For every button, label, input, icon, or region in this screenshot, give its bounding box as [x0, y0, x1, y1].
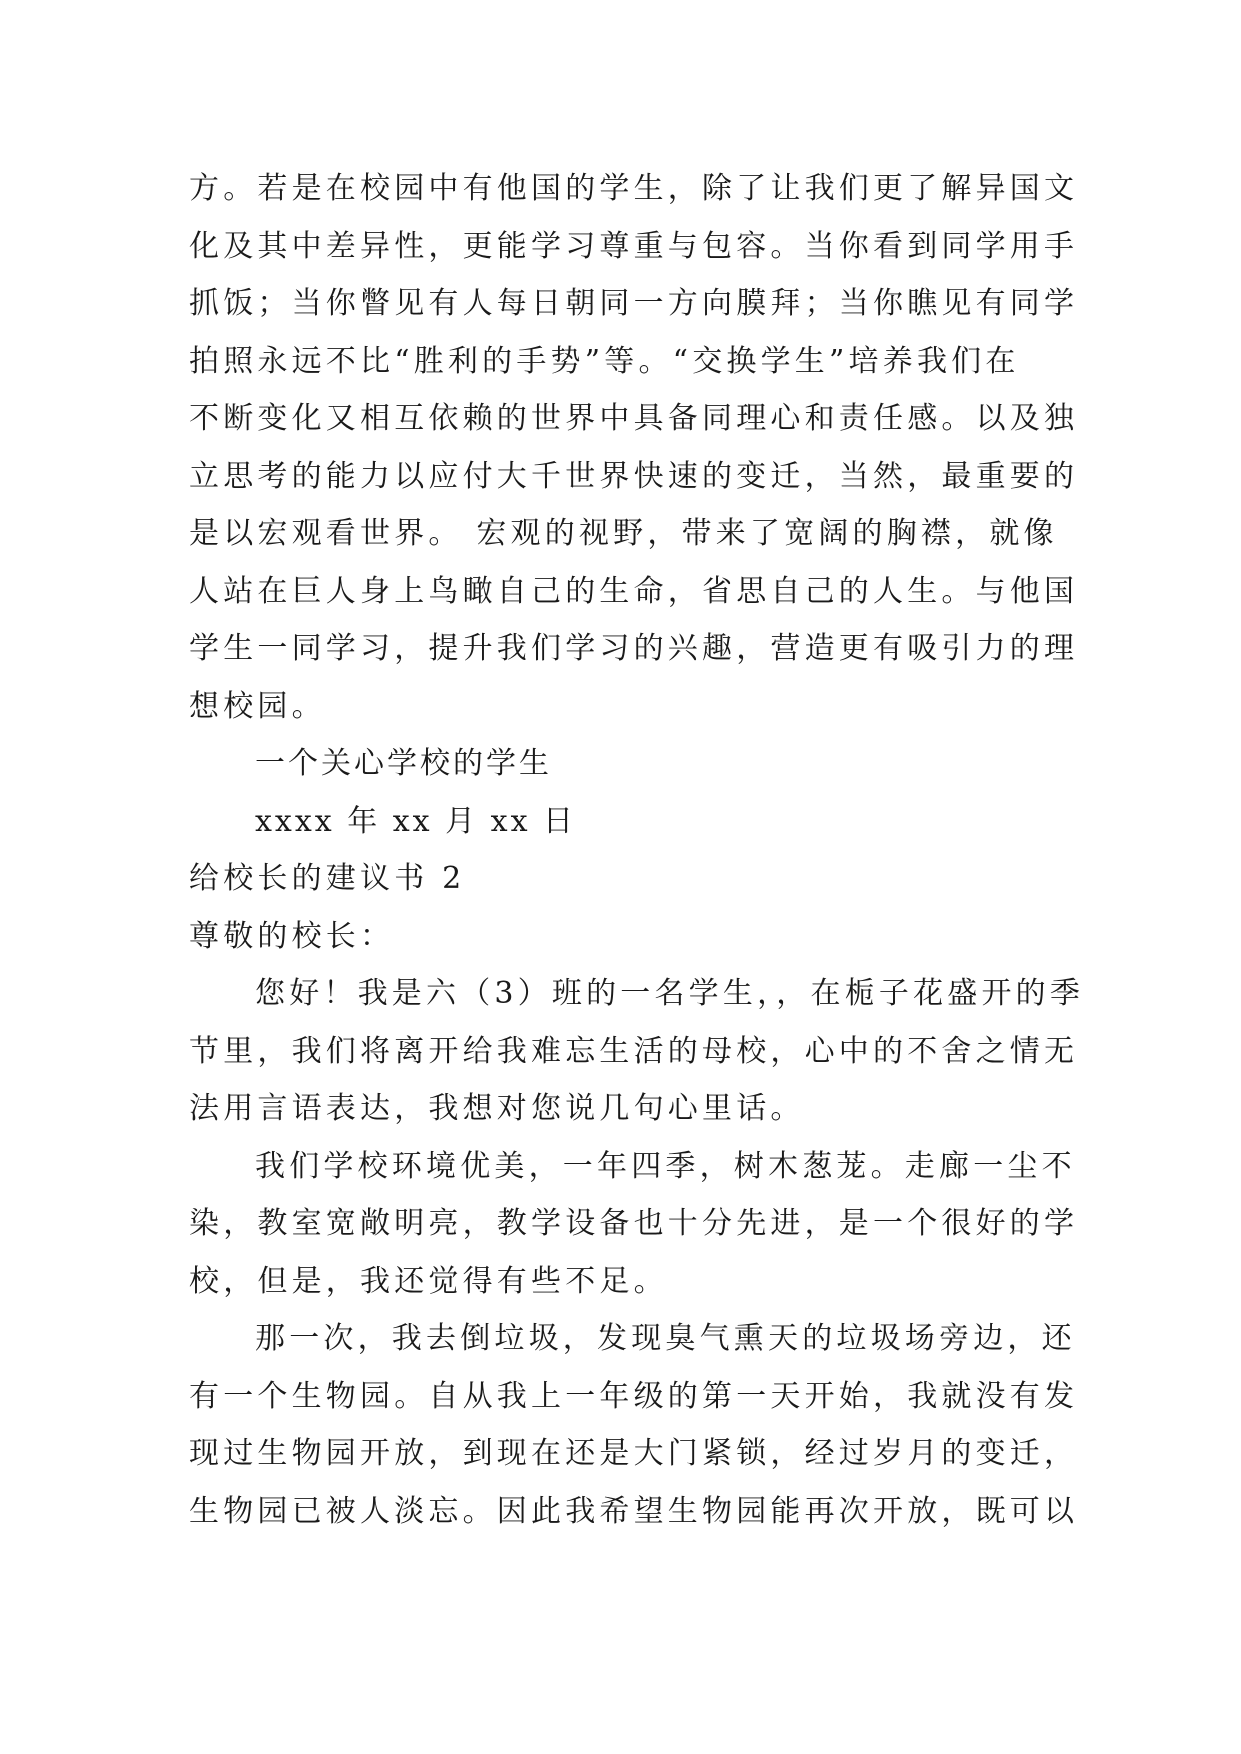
text-line: 方。若是在校园中有他国的学生，除了让我们更了解异国文: [189, 171, 1079, 206]
text-line: 有一个生物园。自从我上一年级的第一天开始，我就没有发: [189, 1378, 1079, 1414]
text-line: 您好！我是六（3）班的一名学生，，在栀子花盛开的季: [255, 976, 1085, 1011]
document-body: [189, 160, 1085, 1540]
salutation: 尊敬的校长：: [189, 918, 395, 954]
section-title: 给校长的建议书 2: [189, 861, 466, 896]
text-line: 不断变化又相互依赖的世界中具备同理心和责任感。以及独: [189, 401, 1079, 436]
text-line: 化及其中差异性，更能学习尊重与包容。当你看到同学用手: [189, 228, 1079, 264]
text-line: 那一次，我去倒垃圾，发现臭气熏天的垃圾场旁边，还: [255, 1321, 1076, 1356]
text-line: 学生一同学习，提升我们学习的兴趣，营造更有吸引力的理: [189, 631, 1079, 666]
text-line: 拍照永远不比“胜利的手势”等。“交换学生”培养我们在: [189, 343, 1020, 379]
text-line: 我们学校环境优美，一年四季，树木葱茏。走廊一尘不: [255, 1148, 1076, 1184]
signature: 一个关心学校的学生: [255, 746, 552, 781]
text-line: 抓饭；当你瞥见有人每日朝同一方向膜拜；当你瞧见有同学: [189, 286, 1079, 321]
text-line: 立思考的能力以应付大千世界快速的变迁，当然，最重要的: [189, 458, 1079, 494]
text-line: 是以宏观看世界。 宏观的视野，带来了宽阔的胸襟，就像: [189, 516, 1058, 551]
text-line: 法用言语表达，我想对您说几句心里话。: [189, 1091, 805, 1126]
text-line: 现过生物园开放，到现在还是大门紧锁，经过岁月的变迁，: [189, 1436, 1079, 1471]
text-line: 想校园。: [189, 688, 326, 724]
text-line: 节里，我们将离开给我难忘生活的母校，心中的不舍之情无: [189, 1033, 1079, 1069]
text-line: 人站在巨人身上鸟瞰自己的生命，省思自己的人生。与他国: [189, 573, 1079, 609]
text-line: 染，教室宽敞明亮，教学设备也十分先进，是一个很好的学: [189, 1206, 1079, 1241]
date-line: xxxx 年 xx 月 xx 日: [255, 803, 577, 839]
text-line: 生物园已被人淡忘。因此我希望生物园能再次开放，既可以: [189, 1493, 1079, 1529]
text-line: 校，但是，我还觉得有些不足。: [189, 1263, 668, 1299]
